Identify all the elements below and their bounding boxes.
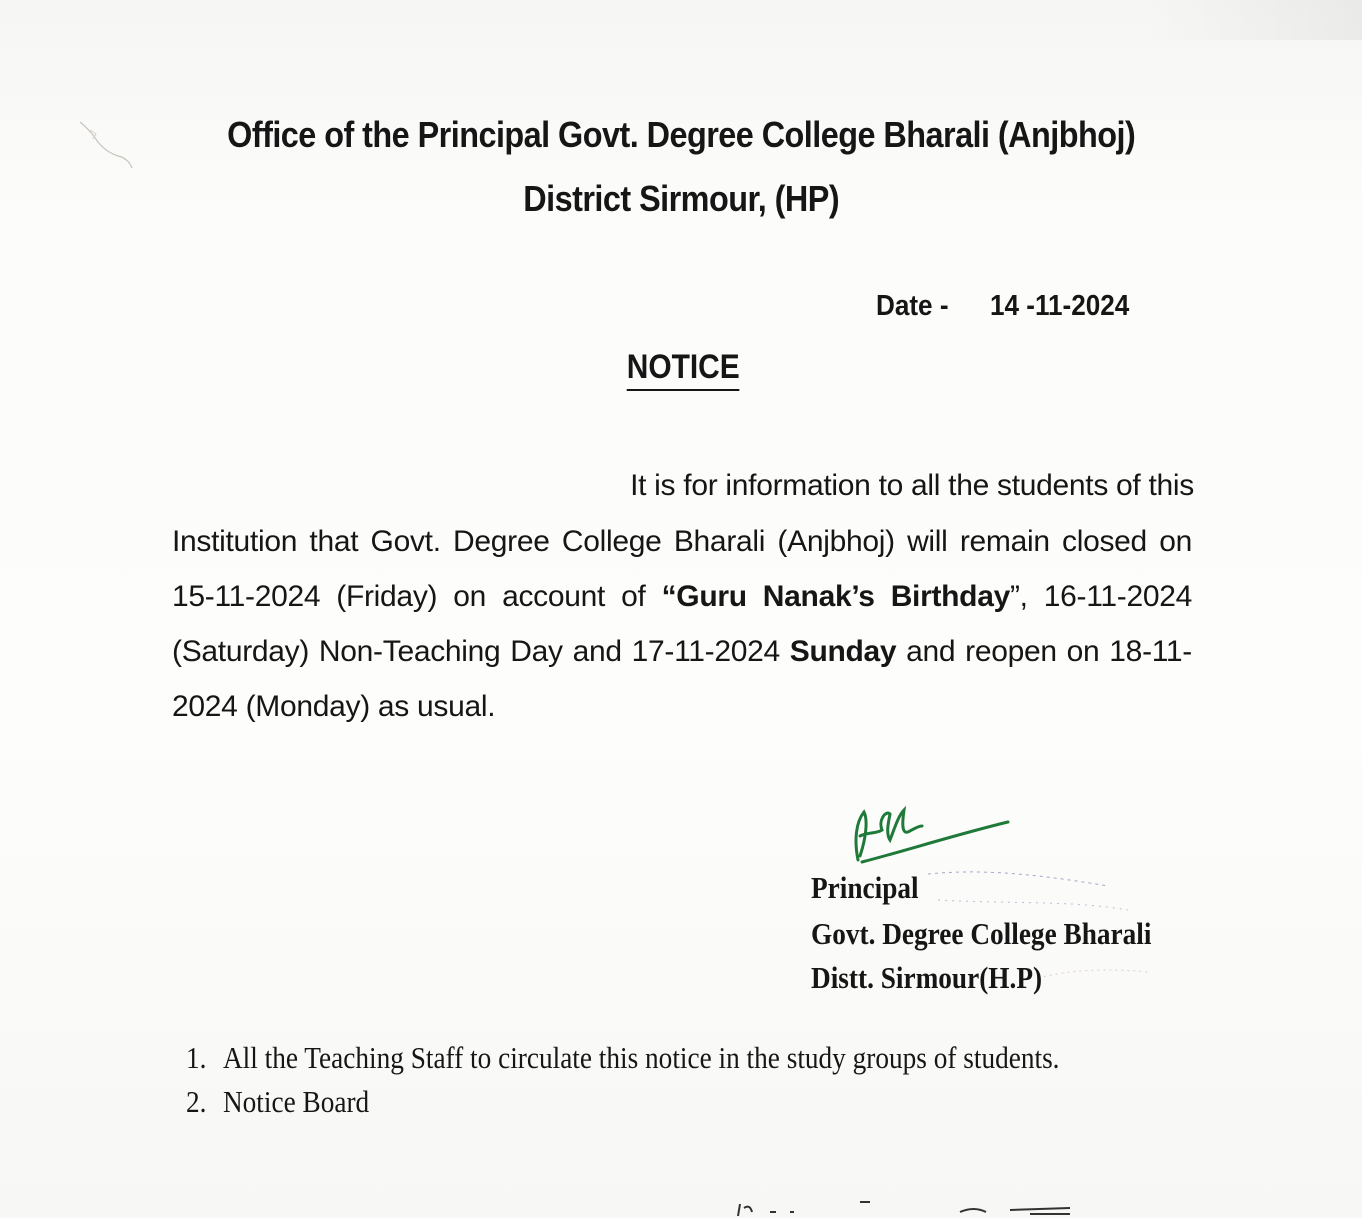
paper-shadow [1142, 0, 1362, 40]
notice-body [172, 514, 1192, 734]
date-label: Date - [876, 290, 949, 322]
district-header: District Sirmour, (HP) [523, 178, 840, 219]
signature-block [808, 770, 1208, 1010]
principal-signature-icon [838, 790, 1028, 880]
signatory-district: Distt. Sirmour(H.P) [811, 960, 1043, 995]
date-value: 14 -11-2024 [989, 290, 1130, 322]
notice-title-text: NOTICE [626, 348, 739, 391]
list-item-number: 2. [186, 1084, 207, 1119]
body-text-sunday: Sunday [789, 635, 897, 668]
body-text-a: Institution that Govt. Degree College Bharali (Anjbhoj) will remain closed on 15-11-2024 (Friday) on account of [172, 525, 1192, 613]
notice-title [0, 348, 1362, 391]
date-line [876, 290, 1129, 323]
list-item [186, 1036, 1060, 1080]
body-text-holiday: “Guru Nanak’s Birthday [661, 580, 1010, 613]
copy-to-list [186, 1036, 1060, 1124]
body-text-e: and reopen on 18-11-2024 (Monday) as usual. [172, 635, 1192, 723]
list-item-number: 1. [186, 1040, 207, 1075]
list-item-text: Notice Board [222, 1084, 370, 1119]
office-header: Office of the Principal Govt. Degree College Bharali (Anjbhoj) [227, 114, 1136, 155]
body-text-c: ”, 16-11-2024 (Saturday) Non-Teaching Day and 17-11-2024 [172, 580, 1192, 668]
list-item-text: All the Teaching Staff to circulate this notice in the study groups of students. [222, 1040, 1060, 1075]
signatory-title: Principal [811, 870, 919, 905]
signatory-college: Govt. Degree College Bharali [811, 916, 1152, 951]
list-item [186, 1080, 1060, 1124]
notice-intro: It is for information to all the students of this [630, 469, 1194, 502]
cropped-stamp-text-icon [730, 1196, 1110, 1218]
